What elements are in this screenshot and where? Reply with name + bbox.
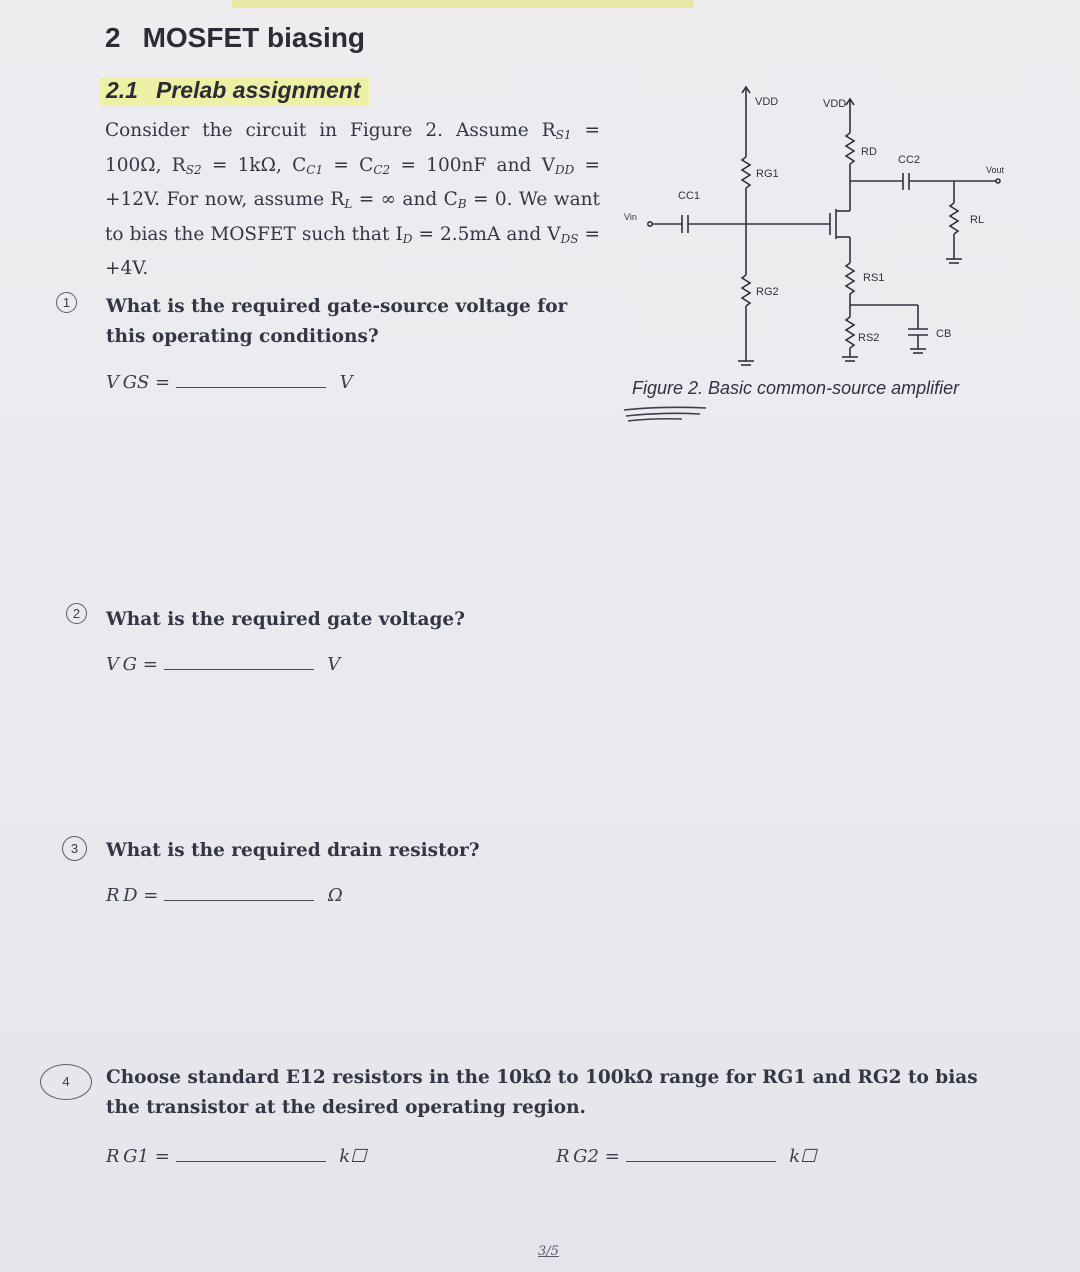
circuit-diagram bbox=[618, 85, 1018, 375]
answer-rg2 bbox=[556, 1146, 816, 1167]
answer-unit: Ω bbox=[327, 885, 343, 906]
rl-resistor bbox=[950, 203, 958, 234]
answer-label: R G1 = bbox=[106, 1146, 170, 1167]
label-vin: Vin bbox=[624, 212, 637, 222]
answer-blank[interactable] bbox=[164, 886, 314, 901]
label-rg1: RG1 bbox=[756, 168, 779, 180]
rg1-resistor bbox=[742, 157, 750, 188]
question-marker: 3 bbox=[62, 836, 87, 861]
answer-unit: k☐ bbox=[339, 1146, 367, 1167]
highlight-strip bbox=[232, 0, 694, 8]
answer-vg bbox=[106, 654, 340, 675]
question-3-text: What is the required drain resistor? bbox=[106, 840, 480, 861]
question-marker: 2 bbox=[66, 603, 87, 624]
answer-label: V G = bbox=[106, 654, 158, 675]
section-heading bbox=[105, 22, 365, 54]
label-rs1: RS1 bbox=[863, 272, 885, 284]
label-cc2: CC2 bbox=[898, 154, 921, 166]
answer-blank[interactable] bbox=[164, 655, 314, 670]
answer-blank[interactable] bbox=[176, 373, 326, 388]
subsection-number: 2.1 bbox=[106, 77, 138, 103]
answer-blank[interactable] bbox=[626, 1147, 776, 1162]
answer-rd bbox=[106, 885, 343, 906]
label-rg2: RG2 bbox=[756, 286, 779, 298]
rd-resistor bbox=[846, 133, 854, 164]
question-4-text: Choose standard E12 resistors in the 10kΩ to 100kΩ range for RG1 and RG2 to bias the transistor at the desired operating region. bbox=[106, 1067, 978, 1118]
rs2-resistor bbox=[846, 317, 854, 348]
rg2-resistor bbox=[742, 275, 750, 306]
vin-terminal bbox=[648, 222, 652, 226]
subsection-title: Prelab assignment bbox=[155, 77, 361, 103]
label-vdd: VDD bbox=[755, 96, 779, 108]
intro-paragraph: Consider the circuit in Figure 2. Assume $R_{S1} = 100\Omega$, $R_{S2} = 1k\Omega$, $C_{C1} = C_{C2} = 100nF$ and $V_{DD} = +12V$. For now, assume $R_L$ = ∞ and $C_B = 0$. We want to bias the MOSFET such that $I_D = 2.5mA$ and $V_{DS} = +4V$. bbox=[105, 120, 601, 279]
label-rl: RL bbox=[970, 214, 985, 226]
answer-blank[interactable] bbox=[176, 1147, 326, 1162]
label-rs2: RS2 bbox=[858, 332, 880, 344]
answer-unit: V bbox=[327, 654, 341, 675]
answer-label: R G2 = bbox=[556, 1146, 620, 1167]
answer-vgs bbox=[106, 372, 353, 393]
answer-label: V GS = bbox=[106, 372, 171, 393]
subsection-heading bbox=[100, 77, 369, 106]
section-number: 2 bbox=[105, 22, 121, 53]
figure-caption: Figure 2. Basic common-source amplifier bbox=[632, 378, 960, 398]
question-1-text: What is the required gate-source voltage for this operating conditions? bbox=[106, 296, 568, 347]
label-rd: RD bbox=[861, 146, 877, 158]
question-marker: 4 bbox=[40, 1064, 92, 1100]
answer-rg1 bbox=[106, 1146, 366, 1167]
label-vout: Vout bbox=[986, 165, 1005, 175]
label-cb: CB bbox=[936, 328, 952, 340]
label-vdd: VDD bbox=[823, 98, 847, 110]
page-number: 3/5 bbox=[538, 1244, 559, 1259]
answer-unit: k☐ bbox=[789, 1146, 817, 1167]
vout-terminal bbox=[996, 179, 1000, 183]
caption-underline-scribble bbox=[622, 402, 712, 424]
question-2-text: What is the required gate voltage? bbox=[106, 609, 465, 630]
label-cc1: CC1 bbox=[678, 190, 701, 202]
section-title: MOSFET biasing bbox=[142, 22, 366, 53]
answer-unit: V bbox=[339, 372, 353, 393]
answer-label: R D = bbox=[106, 885, 159, 906]
rs1-resistor bbox=[846, 263, 854, 294]
question-marker: 1 bbox=[56, 292, 77, 313]
